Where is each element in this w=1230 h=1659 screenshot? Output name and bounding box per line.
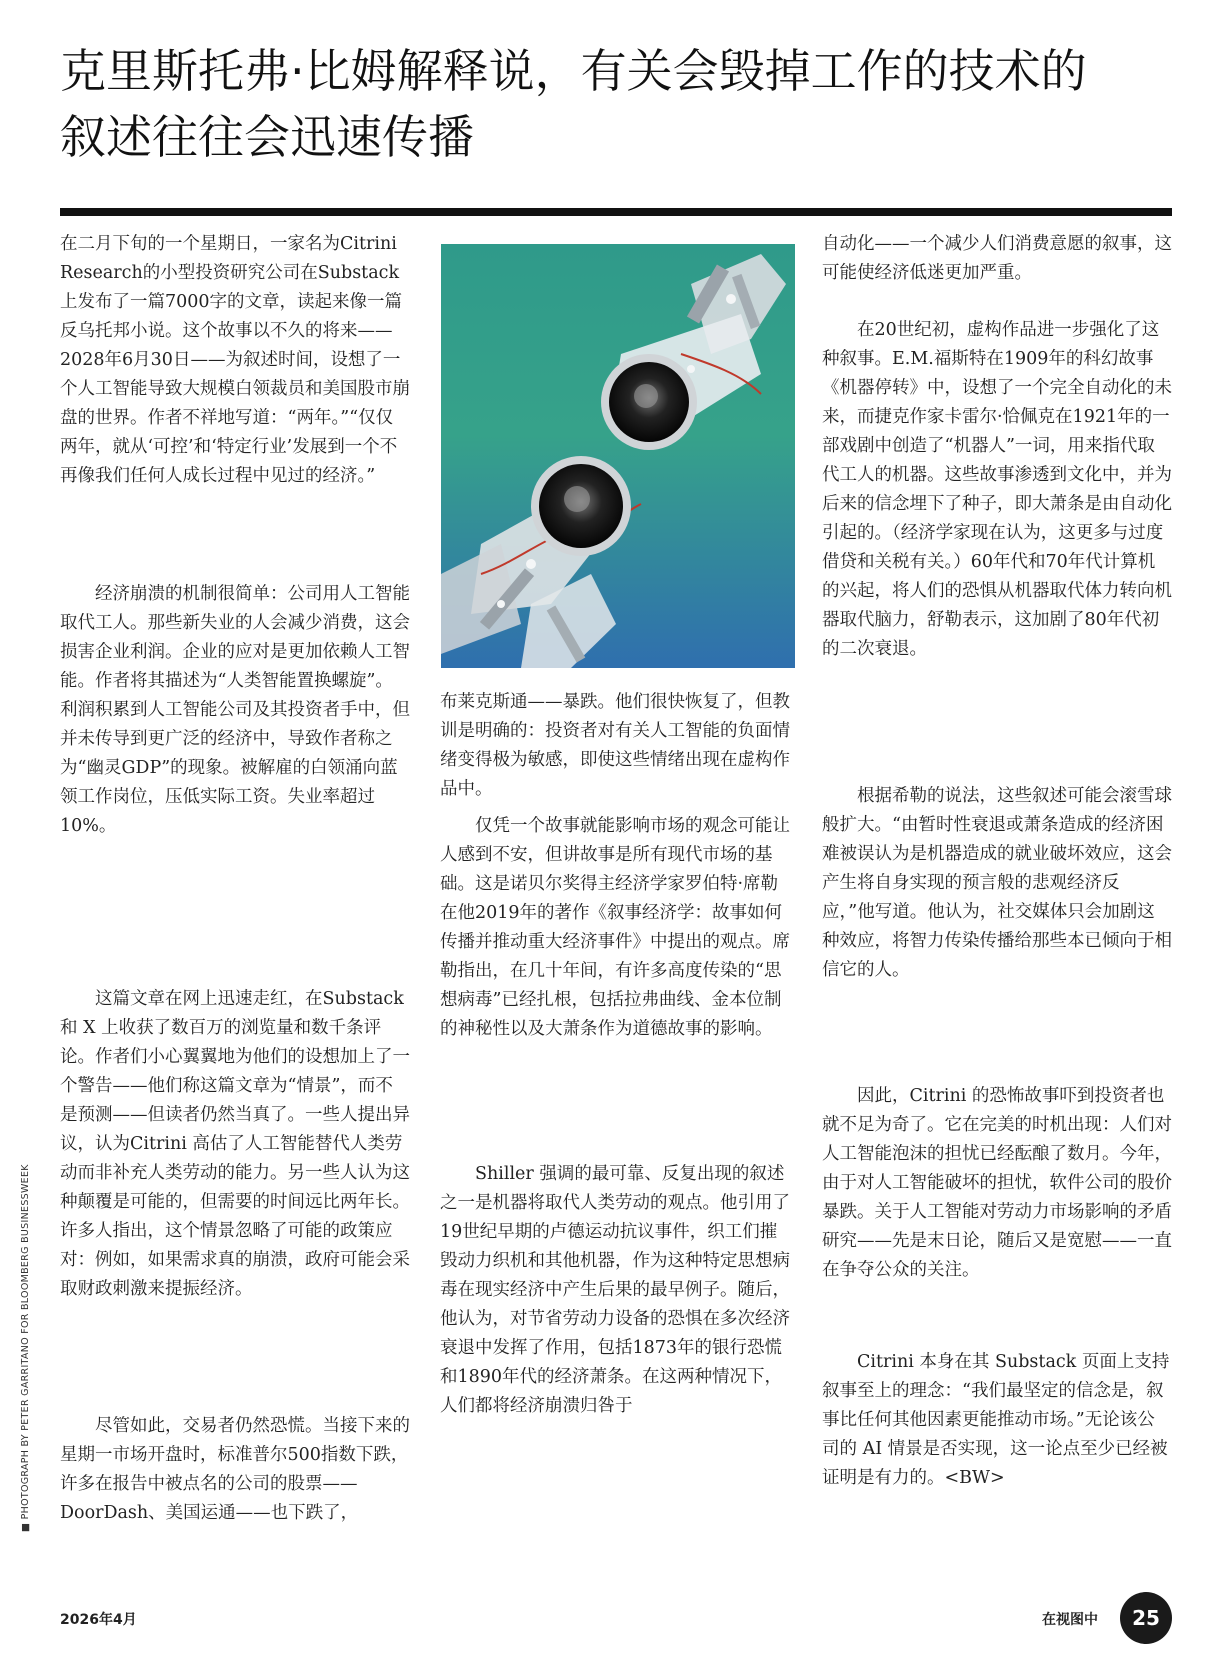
title-line: 叙述往往会迅速传播 bbox=[60, 110, 474, 164]
article-paragraph: 在20世纪初，虚构作品进一步强化了这种叙事。E.M.福斯特在1909年的科幻故事《机器停转》中，设想了一个完全自动化的未来，而捷克作家卡雷尔·恰佩克在1921年的一部戏剧中创造了“机器人”一词，用来指代取代工人的机器。这些故事渗透到文化中，并为后来的信念埋下了种子，即大萧条是由自动化引起的。（经济学家现在认为，这更多与过度借贷和关税有关。）60年代和70年代计算机的兴起，将人们的恐惧从机器取代体力转向机器取代脑力，舒勒表示，这加剧了80年代初的二次衰退。 bbox=[822, 320, 1172, 659]
article-paragraph: Shiller 强调的最可靠、反复出现的叙述之一是机器将取代人类劳动的观点。他引用了19世纪早期的卢德运动抗议事件，织工们摧毁动力织机和其他机器，作为这种特定思想病毒在现实经济中产生后果的最早例子。随后，他认为，对节省劳动力设备的恐惧在多次经济衰退中发挥了作用，包括1873年的银行恐慌和1890年代的经济萧条。在这两种情况下，人们都将经济崩溃归咎于 bbox=[440, 1164, 790, 1416]
page-number-badge bbox=[1120, 1592, 1172, 1644]
article-paragraph: 因此，Citrini 的恐怖故事吓到投资者也就不足为奇了。它在完美的时机出现：人们对人工智能泡沫的担忧已经酝酿了数月。今年，由于对人工智能破坏的担忧，软件公司的股价暴跌。关于人工智能对劳动力市场影响的矛盾研究——先是末日论，随后又是宽慰——一直在争夺公众的关注。 bbox=[822, 1086, 1172, 1280]
article-paragraph: 仅凭一个故事就能影响市场的观念可能让人感到不安，但讲故事是所有现代市场的基础。这是诺贝尔奖得主经济学家罗伯特·席勒在他2019年的著作《叙事经济学：故事如何传播并推动重大经济事件》中提出的观点。席勒指出，在几十年间，有许多高度传染的“思想病毒”已经扎根，包括拉弗曲线、金本位制的神秘性以及大萧条作为道德故事的影响。 bbox=[440, 816, 790, 1039]
robot-arm-photo bbox=[441, 244, 795, 668]
article-paragraph: 布莱克斯通——暴跌。他们很快恢复了，但教训是明确的：投资者对有关人工智能的负面情绪变得极为敏感，即使这些情绪出现在虚构作品中。 bbox=[440, 692, 790, 799]
article-paragraph: 尽管如此，交易者仍然恐慌。当接下来的星期一市场开盘时，标准普尔500指数下跌，许多在报告中被点名的公司的股票——DoorDash、美国运通——也下跌了， bbox=[60, 1416, 410, 1523]
article-paragraph: 这篇文章在网上迅速走红，在Substack 和 X 上收获了数百万的浏览量和数千条评论。作者们小心翼翼地为他们的设想加上了一个警告——他们称这篇文章为“情景”，而不是预测——但读者仍然当真了。一些人提出异议，认为Citrini 高估了人工智能替代人类劳动而非补充人类劳动的能力。另一些人认为这种颠覆是可能的，但需要的时间远比两年长。许多人指出，这个情景忽略了可能的政策应对：例如，如果需求真的崩溃，政府可能会采取财政刺激来提振经济。 bbox=[60, 989, 410, 1299]
footer-section-label: 在视图中 bbox=[1042, 1612, 1098, 1628]
photo-credit: ■ PHOTOGRAPH BY PETER GARRITANO FOR BLOOMBERG BUSINESSWEEK bbox=[20, 1164, 31, 1532]
article-paragraph: Citrini 本身在其 Substack 页面上支持叙事至上的理念：“我们最坚定的信念是，叙事比任何其他因素更能推动市场。”无论该公司的 AI 情景是否实现，这一论点至少已经被证明是有力的。<BW> bbox=[822, 1352, 1170, 1488]
article-paragraph: 在二月下旬的一个星期日，一家名为Citrini Research的小型投资研究公司在Substack上发布了一篇7000字的文章，读起来像一篇反乌托邦小说。这个故事以不久的将来——2028年6月30日——为叙述时间，设想了一个人工智能导致大规模白领裁员和美国股市崩盘的世界。作者不祥地写道：“两年。”“仅仅两年，就从‘可控’和‘特定行业’发展到一个不再像我们任何人成长过程中见过的经济。” bbox=[60, 234, 410, 486]
article-paragraph: 根据希勒的说法，这些叙述可能会滚雪球般扩大。“由暂时性衰退或萧条造成的经济困难被误认为是机器造成的就业破坏效应，这会产生将自身实现的预言般的悲观经济反应，”他写道。他认为，社交媒体只会加剧这种效应，将智力传染传播给那些本已倾向于相信它的人。 bbox=[822, 786, 1172, 980]
article-paragraph: 自动化——一个减少人们消费意愿的叙事，这可能使经济低迷更加严重。 bbox=[822, 234, 1172, 283]
page-number: 25 bbox=[1132, 1606, 1160, 1630]
article-title bbox=[60, 38, 1170, 170]
title-divider bbox=[60, 208, 1172, 216]
article-paragraph: 经济崩溃的机制很简单：公司用人工智能取代工人。那些新失业的人会减少消费，这会损害企业利润。企业的应对是更加依赖人工智能。作者将其描述为“人类智能置换螺旋”。利润积累到人工智能公司及其投资者手中，但并未传导到更广泛的经济中，导致作者称之为“幽灵GDP”的现象。被解雇的白领涌向蓝领工作岗位，压低实际工资。失业率超过10%。 bbox=[60, 584, 410, 836]
title-line: 克里斯托弗·比姆解释说，有关会毁掉工作的技术的 bbox=[60, 44, 1087, 98]
footer-date: 2026年4月 bbox=[60, 1612, 137, 1628]
